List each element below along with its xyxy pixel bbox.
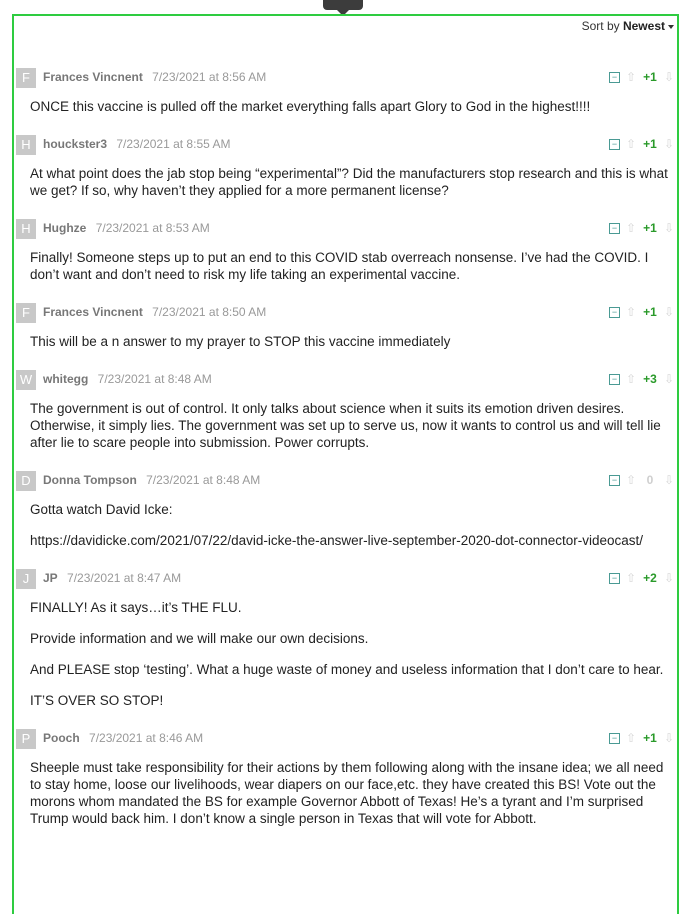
comment-meta xyxy=(43,70,266,84)
upvote-icon[interactable]: ⇧ xyxy=(626,305,637,319)
comment-body xyxy=(30,333,677,350)
comment-text: Gotta watch David Icke: xyxy=(30,502,173,517)
comment-body xyxy=(30,501,677,549)
comment-body xyxy=(30,400,677,451)
downvote-icon[interactable]: ⇩ xyxy=(664,221,675,235)
comment-author[interactable]: JP xyxy=(43,571,58,585)
downvote-icon[interactable]: ⇩ xyxy=(664,372,675,386)
vote-controls xyxy=(609,70,675,86)
comment-time[interactable]: 7/23/2021 at 8:48 AM xyxy=(97,372,212,386)
comment-meta xyxy=(43,731,203,745)
vote-score: +1 xyxy=(643,221,657,235)
sort-value: Newest xyxy=(622,19,665,33)
collapse-icon[interactable]: − xyxy=(609,573,620,584)
upvote-icon[interactable]: ⇧ xyxy=(626,571,637,585)
comment-author[interactable]: houckster3 xyxy=(43,137,108,151)
vote-score: +2 xyxy=(643,571,657,585)
comment-header xyxy=(14,133,677,155)
comment-meta xyxy=(43,137,230,151)
collapse-icon[interactable]: − xyxy=(609,733,620,744)
avatar[interactable]: W xyxy=(16,370,36,390)
upvote-icon[interactable]: ⇧ xyxy=(626,137,637,151)
downvote-icon[interactable]: ⇩ xyxy=(664,137,675,151)
vote-controls xyxy=(609,731,675,747)
vote-controls xyxy=(609,137,675,153)
comment-list xyxy=(14,66,677,845)
comment-author[interactable]: Pooch xyxy=(43,731,80,745)
comment-body xyxy=(30,98,677,115)
avatar[interactable]: D xyxy=(16,471,36,491)
downvote-icon[interactable]: ⇩ xyxy=(664,731,675,745)
comment-body xyxy=(30,249,677,283)
avatar[interactable]: F xyxy=(16,68,36,88)
comment-time[interactable]: 7/23/2021 at 8:53 AM xyxy=(95,221,210,235)
collapse-icon[interactable]: − xyxy=(609,475,620,486)
comment-header xyxy=(14,567,677,589)
comment-text: And PLEASE stop ‘testing’. What a huge waste of money and useless information that I don’t care to hear. xyxy=(30,662,664,677)
comment xyxy=(14,301,677,368)
comment-text: Provide information and we will make our own decisions. xyxy=(30,631,369,646)
comment xyxy=(14,368,677,469)
comment-author[interactable]: Frances Vincnent xyxy=(43,70,143,84)
vote-score: +1 xyxy=(643,70,657,84)
comment-text: FINALLY! As it says…it’s THE FLU. xyxy=(30,600,242,615)
comment-header xyxy=(14,368,677,390)
comment-text: Sheeple must take responsibility for their actions by them following along with the insane idea; we all need to stay home, loose our livelihoods, wear diapers on our face,etc. they have created this BS! Vote out the morons whom mandated the BS for example Governor Abbott of Texas! He’s a tyrant and I’m surprised Trump would back him. I don’t know a single person in Texas that will vote for Abbott. xyxy=(30,760,664,826)
comment-text: ONCE this vaccine is pulled off the market everything falls apart Glory to God in the highest!!!! xyxy=(30,99,591,114)
comment-body xyxy=(30,759,677,827)
vote-controls xyxy=(609,221,675,237)
comment-time[interactable]: 7/23/2021 at 8:50 AM xyxy=(152,305,267,319)
downvote-icon[interactable]: ⇩ xyxy=(664,473,675,487)
comment-header xyxy=(14,301,677,323)
collapse-icon[interactable]: − xyxy=(609,139,620,150)
downvote-icon[interactable]: ⇩ xyxy=(664,571,675,585)
comment-header xyxy=(14,66,677,88)
comment-meta xyxy=(43,473,260,487)
comment xyxy=(14,567,677,727)
comments-panel xyxy=(12,14,679,914)
upvote-icon[interactable]: ⇧ xyxy=(626,221,637,235)
sort-dropdown[interactable] xyxy=(582,19,674,33)
sort-prefix: Sort by xyxy=(581,19,620,33)
comment-text: At what point does the jab stop being “experimental”? Did the manufacturers stop research and this is what we get? If so, why haven’t they applied for a more permanent license? xyxy=(30,166,668,198)
collapse-icon[interactable]: − xyxy=(609,307,620,318)
downvote-icon[interactable]: ⇩ xyxy=(664,305,675,319)
comment xyxy=(14,469,677,567)
vote-score: +1 xyxy=(643,731,657,745)
comment-body xyxy=(30,165,677,199)
comment xyxy=(14,727,677,845)
collapse-icon[interactable]: − xyxy=(609,72,620,83)
collapse-icon[interactable]: − xyxy=(609,374,620,385)
avatar[interactable]: J xyxy=(16,569,36,589)
vote-controls xyxy=(609,372,675,388)
vote-score: +3 xyxy=(643,372,657,386)
comment-author[interactable]: Frances Vincnent xyxy=(43,305,143,319)
vote-controls xyxy=(609,571,675,587)
comment-author[interactable]: Donna Tompson xyxy=(43,473,137,487)
comment-meta xyxy=(43,571,181,585)
downvote-icon[interactable]: ⇩ xyxy=(664,70,675,84)
upvote-icon[interactable]: ⇧ xyxy=(626,70,637,84)
top-tab[interactable] xyxy=(323,0,363,10)
comment-time[interactable]: 7/23/2021 at 8:55 AM xyxy=(116,137,231,151)
comment-meta xyxy=(43,221,210,235)
vote-controls xyxy=(609,305,675,321)
comment-text: Finally! Someone steps up to put an end to this COVID stab overreach nonsense. I’ve had the COVID. I don’t want and don’t need to risk my life taking an experimental vaccine. xyxy=(30,250,649,282)
vote-score: +1 xyxy=(643,305,657,319)
avatar[interactable]: H xyxy=(16,219,36,239)
comment-body xyxy=(30,599,677,709)
vote-score: 0 xyxy=(646,473,654,487)
vote-controls xyxy=(609,473,675,489)
collapse-icon[interactable]: − xyxy=(609,223,620,234)
comment-time[interactable]: 7/23/2021 at 8:47 AM xyxy=(67,571,182,585)
upvote-icon[interactable]: ⇧ xyxy=(626,372,637,386)
avatar[interactable]: F xyxy=(16,303,36,323)
comment-header xyxy=(14,469,677,491)
comment-author[interactable]: Hughze xyxy=(43,221,87,235)
upvote-icon[interactable]: ⇧ xyxy=(626,473,637,487)
comment-meta xyxy=(43,372,212,386)
comment-text: IT’S OVER SO STOP! xyxy=(30,693,164,708)
comment-meta xyxy=(43,305,266,319)
comment-header xyxy=(14,217,677,239)
comment-text: The government is out of control. It only talks about science when it suits its emotion driven desires. Otherwise, it simply lies. The government was set up to serve us, now it wants to control us and will tell lie after lie to scare people into submission. Power corrupts. xyxy=(30,401,661,450)
comment-text: This will be a n answer to my prayer to STOP this vaccine immediately xyxy=(30,334,451,349)
caret-down-icon xyxy=(668,25,674,29)
comment-time[interactable]: 7/23/2021 at 8:46 AM xyxy=(89,731,204,745)
comment-time[interactable]: 7/23/2021 at 8:48 AM xyxy=(146,473,261,487)
comment xyxy=(14,217,677,301)
comment-header xyxy=(14,727,677,749)
avatar[interactable]: P xyxy=(16,729,36,749)
vote-score: +1 xyxy=(643,137,657,151)
avatar[interactable]: H xyxy=(16,135,36,155)
comment-time[interactable]: 7/23/2021 at 8:56 AM xyxy=(152,70,267,84)
comment-author[interactable]: whitegg xyxy=(43,372,89,386)
comment-text: https://davidicke.com/2021/07/22/david-icke-the-answer-live-september-2020-dot-connector-videocast/ xyxy=(30,533,644,548)
comment xyxy=(14,66,677,133)
upvote-icon[interactable]: ⇧ xyxy=(626,731,637,745)
comment xyxy=(14,133,677,217)
